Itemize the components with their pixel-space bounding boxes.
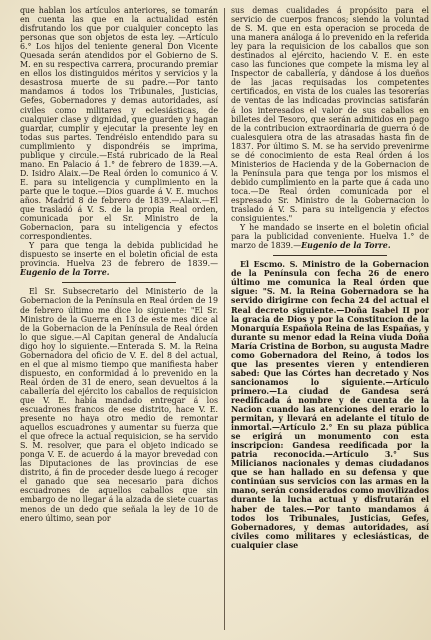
section-separator-left [62, 282, 177, 283]
left-paragraph-2 [20, 241, 218, 277]
column-divider [224, 8, 225, 630]
text-columns [20, 6, 429, 636]
right-paragraph-3: El Escmo. S. Ministro de la Gobernacion de la Península con fecha 26 de enero último me comunica la Real órden que sigue: "S. M. la Reina Gobernadora se ha servido dirigirme con fecha 24 del actual el Real decreto siguiente.—Doña Isabel II por la gracia de Dios y por la Constitucion de la Monarquía Española Reina de las Españas, y durante su menor edad la Reina viuda Doña María Cristina de Borbon, su augusta Madre como Gobernadora del Reino, á todos los que las presentes vieren y entendieren sabed: Que las Córtes han decretado y Nos sancionamos lo siguiente.—Artículo primero.—La ciudad de Gandesa será reedificada á nombre y de cuenta de la Nacion cuando las atenciones del erario lo permitan, y llevará en adelante el título de inmortal.—Artículo 2.° En su plaza pública se erigirá un monumento con esta inscripcion: Gandesa reedificada por la patria reconocida.—Artículo 3.° Sus Milicianos nacionales y demas ciudadanos que se han hallado en su defensa y que continúan sus servicios con las armas en la mano, serán considerados como movilizados durante la lucha actual y disfrutarán el haber de tales.—Por tanto mandamos á todos los Tribunales, Justicias, Gefes, Gobernadores, y demas autoridades, así civiles como militares y eclesiásticas, de cualquier clase [231, 260, 429, 550]
left-paragraph-3: El Sr. Subsecretario del Ministerio de la Gobernacion de la Península en Real órden de 19 de febrero último me dice lo siguiente: "El Sr. Ministro de la Guerra en 13 de este mes dice al de la Gobernacion de la Península de Real órden lo que sigue.—Al Capitan general de Andalucía digo hoy lo siguiente.—Enterada S. M. la Reina Gobernadora del oficio de V. E. del 8 del actual, en el que al mismo tiempo que manifiesta haber dispuesto, en conformidad á lo prevenido en la Real órden de 31 de enero, sean devueltos á la caballería del ejército los caballos de requisicion que V. E. había mandado entregar á los escuadrones francos de ese distrito, hace V. E. presente no haya otro medio de remontar aquellos escuadrones y aumentar su fuerza que el que ofrece la actual requisicion, se ha servido S. M. resolver, que para el objeto indicado se ponga V. E. de acuerdo á la mayor brevedad con las Diputaciones de las provincias de ese distrito, á fin de proceder desde luego á recoger el ganado que sea necesario para dichos escuadrones de aquellos caballos que sin embargo de no llegar á la alzada de siete cuartas menos de un dedo que señala la ley de 10 de enero último, sean por [20, 287, 218, 523]
right-signature: Eugenio de la Torre. [301, 241, 391, 251]
section-separator-right [273, 255, 388, 256]
left-signature: Eugenio de la Torre. [20, 268, 110, 278]
right-notice-text: Y he mandado se inserte en el boletin oficial para la publicidad conveniente. Huelva 1.° de marzo de 1839.— [231, 223, 429, 251]
left-column [20, 6, 218, 636]
right-paragraph-1: sus demas cualidades á propósito para el servicio de cuerpos francos; siendo la voluntad de S. M. que en esta operacion se proceda de una manera análoga á lo prevenido en la referida ley para la requisicion de los caballos que son destinados al ejército, haciendo V. E. en este caso las funciones que compete la misma ley al Inspector de caballería, y dándose á los dueños de las jacas requisadas los competentes certificados, en vista de los cuales las tesorerías de ventas de las indicadas provincias satisfarán á los interesados el valor de sus caballos en billetes del Tesoro, que serán admitidos en pago de la contribucion extraordinaria de guerra ó de cualesquiera otra de las atrasadas hasta fin de 1837. Por último S. M. se ha servido prevenirme se dé conocimiento de esta Real órden á los Ministerios de Hacienda y de la Gobernacion de la Península para que tenga por los mismos el debido cumplimiento en la parte que á cada uno toca.—De Real órden comunicada por el espresado Sr. Ministro de la Gobernacion lo traslado á V. S. para su inteligencia y efectos consiguientes." [231, 6, 429, 224]
right-column [231, 6, 429, 636]
left-notice-text: Y para que tenga la debida publicidad he dispuesto se inserte en el boletin oficial de esta provincia. Huelva 23 de febrero de 1839.— [20, 241, 218, 269]
right-paragraph-2 [231, 223, 429, 250]
left-paragraph-1: que hablan los artículos anteriores, se tomarán en cuenta las que en la actualidad estén disfrutando los que por cualquier concepto las personas que son objetos de esta ley. —Artículo 6.° Los hijos del teniente general Don Vicente Quesada serán atendidos por el Gobierno de S. M. en su respectiva carrera, procurando premiar en ellos los distinguidos méritos y servicios y la desastrosa muerte de su padre.—Por tanto mandamos á todos los Tribunales, Justicias, Gefes, Gobernadores y demas autoridades, así civiles como militares y eclesiásticas, de cualquier clase y dignidad, que guarden y hagan guardar, cumplir y ejecutar la presente ley en todas sus partes. Tendréislo entendido para su cumplimiento y dispondréis se imprima, publique y circule.—Está rubricado de la Real mano. En Palacio á 1.° de febrero de 1839.—A. D. Isidro Alaix.—De Real órden lo comunico á V. E. para su inteligencia y cumplimiento en la parte que le toque.—Dios guarde á V. E. muchos años. Madrid 8 de febrero de 1839.—Alaix.—El que trasladó á V. S. de la propia Real orden, comunicada por el Sr. Ministro de la Gobernacion, para su inteligencia y efectos correspondientes. [20, 6, 218, 242]
